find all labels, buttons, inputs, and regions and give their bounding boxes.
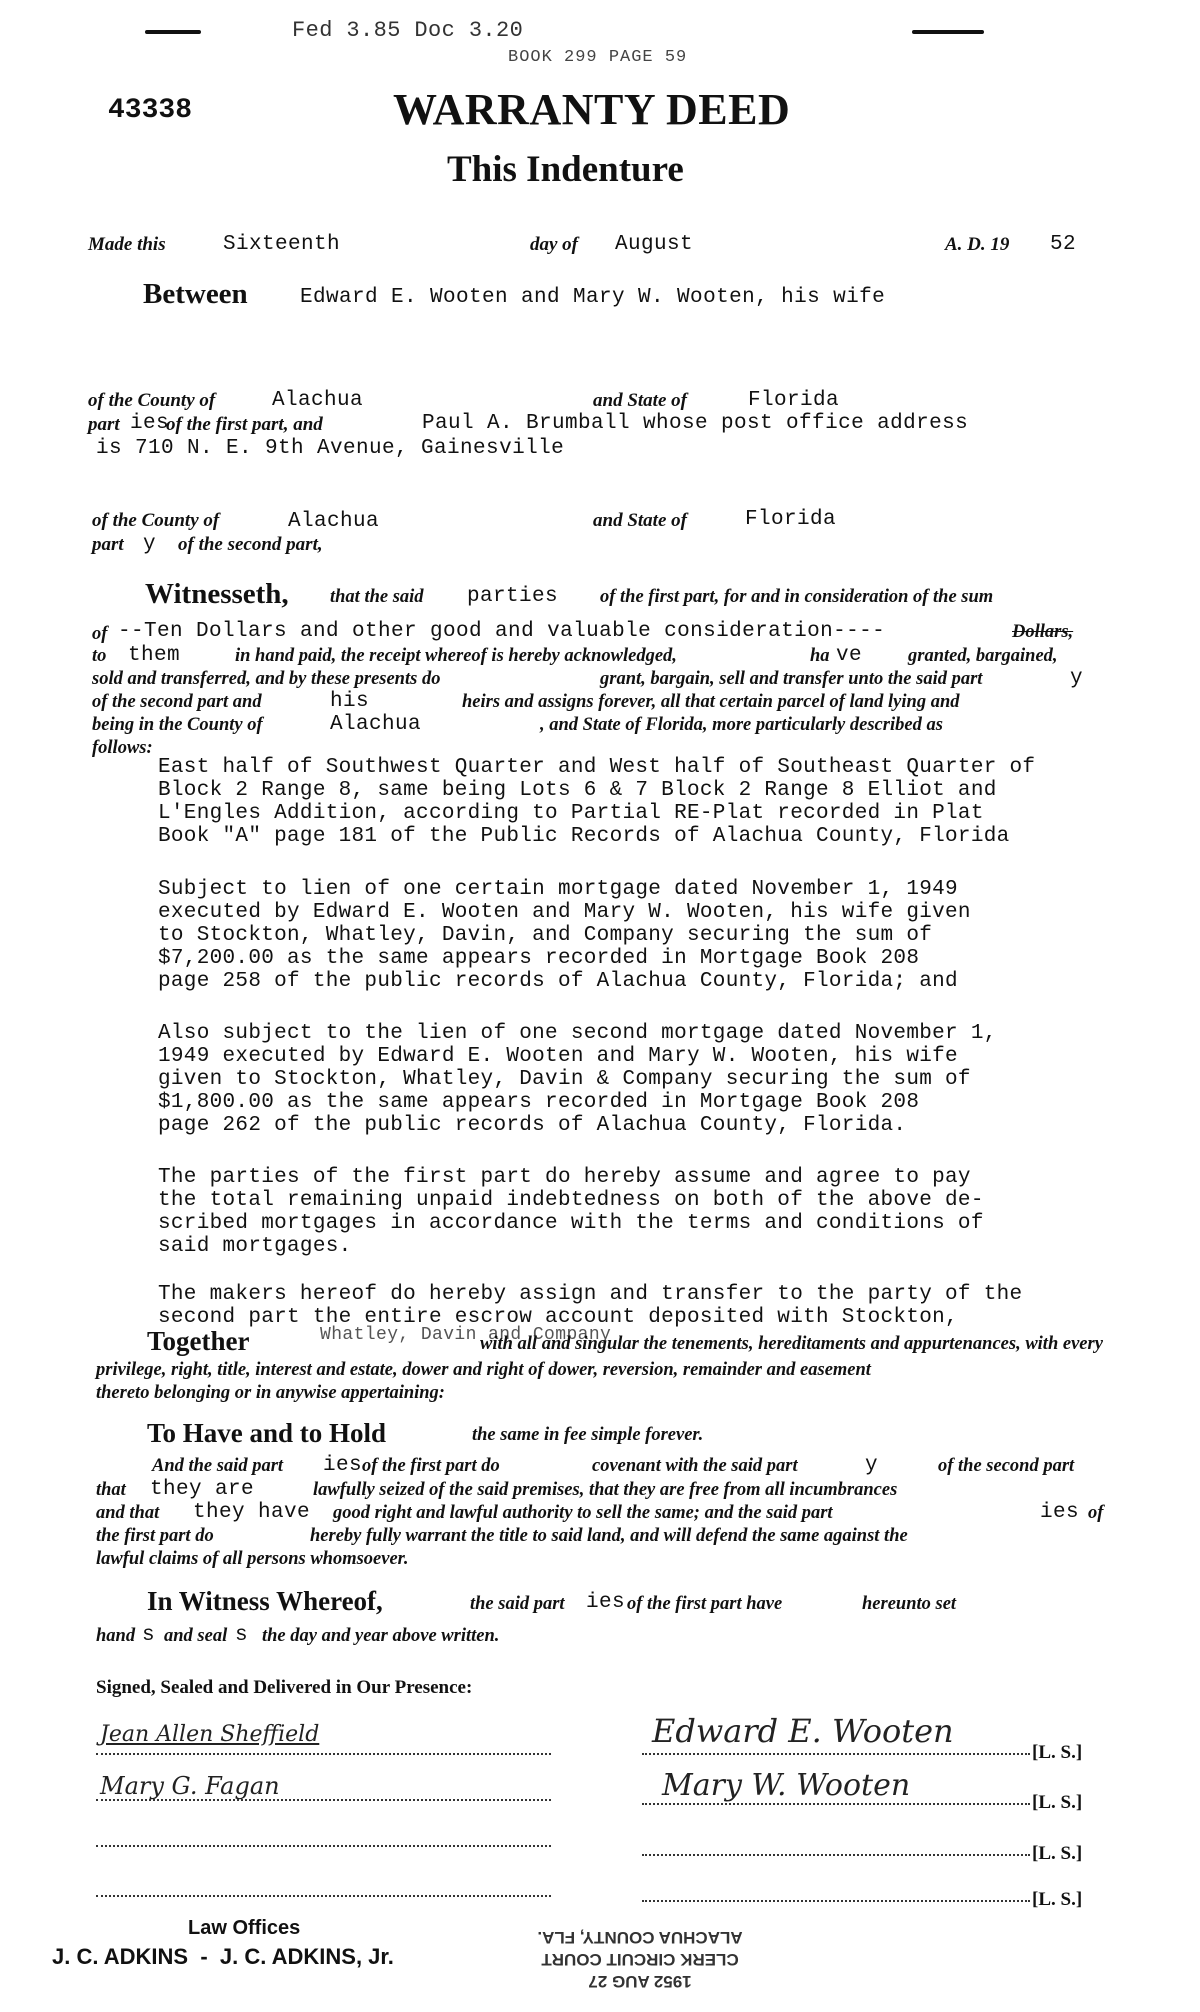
overstrike-typed: Whatley, Davin and Company — [320, 1325, 612, 1345]
second-county-value: Alachua — [288, 510, 380, 533]
first-part-prefix: part — [88, 414, 120, 435]
second-state-label: and State of — [593, 510, 687, 531]
witnesseth-l3-have: ha — [810, 646, 830, 666]
in-witness-l1-typed: ies — [586, 1591, 626, 1614]
grantor-2-line — [642, 1803, 1030, 1805]
witnesseth-l1a: that the said — [330, 587, 424, 607]
first-part-label: of the first part, and — [166, 414, 323, 435]
description-para-3: Also subject to the lien of one second mortgage dated November 1, 1949 executed by Edward E. Wooten and Mary W. Wooten, his wife given to Stockton, Whatley, Davin & Company securing the sum of $1,800.00 as the same appears recorded in Mortgage Book 208 page 262 of the public records of Alachua County, Florida. — [158, 1022, 997, 1137]
month-value: August — [615, 233, 694, 256]
witnesseth-l5a: of the second part and — [92, 692, 262, 712]
day-of-label: day of — [530, 234, 579, 255]
first-part-ies: ies — [130, 412, 170, 435]
clerk-stamp — [510, 1926, 770, 1992]
witness-2-line — [96, 1799, 551, 1801]
covenant-l3c: of — [1088, 1503, 1104, 1523]
grantors: Edward E. Wooten and Mary W. Wooten, his wife — [300, 286, 886, 309]
witnesseth-l6-typed: Alachua — [330, 713, 422, 736]
page-title: WARRANTY DEED — [393, 85, 791, 134]
ad-label: A. D. 19 — [945, 234, 1010, 255]
witnesseth-l4a: sold and transferred, and by these presents do — [92, 669, 441, 689]
attorneys: J. C. ADKINS - J. C. ADKINS, Jr. — [52, 1944, 394, 1969]
in-witness-label: In Witness Whereof, — [147, 1586, 383, 1616]
second-part-prefix: part — [92, 534, 124, 555]
stamp-line-1: CLERK CIRCUIT COURT — [541, 1950, 739, 1969]
in-witness-l2c: the day and year above written. — [262, 1626, 500, 1646]
witnesseth-l7: follows: — [92, 738, 153, 758]
grantee-address: is 710 N. E. 9th Avenue, Gainesville — [96, 437, 565, 460]
witnesseth-l1-typed: parties — [467, 585, 559, 608]
covenant-l3-ies: ies — [1040, 1501, 1080, 1524]
covenant-l4a: the first part do — [96, 1526, 214, 1546]
witnesseth-l6b: , and State of Florida, more particularly described as — [540, 715, 943, 735]
in-witness-l1b: of the first part have — [627, 1594, 783, 1614]
second-state-value: Florida — [745, 508, 837, 531]
grantee-line: Paul A. Brumball whose post office address — [422, 412, 969, 435]
description-para-2: Subject to lien of one certain mortgage dated November 1, 1949 executed by Edward E. Wooten and Mary W. Wooten, his wife given to Stockton, Whatley, Davin, and Company securing the sum of $7,200.00 as the same appears recorded in Mortgage Book 208 page 258 of the public records of Alachua County, Florida; and — [158, 878, 971, 993]
witness-2-signature: Mary G. Fagan — [100, 1772, 280, 1800]
covenant-l3b: good right and lawful authority to sell the same; and the said part — [333, 1503, 833, 1523]
in-witness-l2-typed2: s — [235, 1624, 249, 1647]
stamp-line-2: ALACHUA COUNTY, FLA. — [537, 1928, 743, 1947]
made-this-label: Made this — [88, 234, 166, 255]
stamp-line-3: 1952 AUG 27 — [588, 1972, 692, 1991]
covenant-l2b: lawfully seized of the said premises, that they are free from all incumbrances — [313, 1480, 898, 1500]
together-label: Together — [147, 1326, 250, 1356]
second-county-label: of the County of — [92, 510, 220, 531]
covenant-l5: lawful claims of all persons whomsoever. — [96, 1549, 409, 1569]
page-subtitle: This Indenture — [447, 149, 684, 190]
in-witness-l2-typed: s — [142, 1624, 156, 1647]
covenant-l2-typed: they are — [150, 1478, 255, 1501]
witnesseth-l3-ve: ve — [836, 644, 863, 667]
in-witness-l1a: the said part — [470, 1594, 565, 1614]
grantor-4-line — [642, 1900, 1030, 1902]
witnesseth-l3a: in hand paid, the receipt whereof is hereby acknowledged, — [235, 646, 677, 666]
covenant-l3a: and that — [96, 1503, 160, 1523]
witnesseth-l1b: of the first part, for and in consideration of the sum — [600, 587, 994, 607]
witness-1-line — [96, 1753, 551, 1755]
habendum-label: To Have and to Hold — [147, 1418, 387, 1448]
description-para-1: East half of Southwest Quarter and West half of Southeast Quarter of Block 2 Range 8, same being Lots 6 & 7 Block 2 Range 8 Elliot and L'Engles Addition, according to Partial RE-Plat recorded in Plat Book "A" page 181 of the Public Records of Alachua County, Florida — [158, 756, 1036, 848]
grantor-2-signature: Mary W. Wooten — [662, 1768, 911, 1803]
together-l3: thereto belonging or in anywise appertaining: — [96, 1383, 445, 1403]
day-value: Sixteenth — [223, 233, 341, 256]
witnesseth-label: Witnesseth, — [145, 578, 289, 610]
witnesseth-l6a: being in the County of — [92, 715, 263, 735]
together-l2: privilege, right, title, interest and estate, dower and right of dower, reversion, remainder and easement — [96, 1360, 871, 1380]
covenant-l1b: of the first part do — [362, 1456, 500, 1476]
in-witness-l2a: hand — [96, 1626, 136, 1646]
first-county-label: of the County of — [88, 390, 216, 411]
witnesseth-l4-y: y — [1070, 667, 1084, 690]
description-para-5: The makers hereof do hereby assign and transfer to the party of the second part the entire escrow account deposited with Stockton, — [158, 1283, 1023, 1329]
first-county-value: Alachua — [272, 389, 364, 412]
seal-1: [L. S.] — [1032, 1742, 1083, 1763]
covenant-l1-typed: ies — [323, 1454, 363, 1477]
law-offices-label: Law Offices — [188, 1917, 301, 1939]
grantor-3-line — [642, 1854, 1030, 1856]
covenant-l3-typed: they have — [193, 1501, 311, 1524]
witnesseth-l3b: granted, bargained, — [908, 646, 1058, 666]
witness-1-signature: Jean Allen Sheffield — [100, 1722, 320, 1747]
covenant-l1-y: y — [865, 1454, 879, 1477]
covenant-l1c: covenant with the said part — [592, 1456, 798, 1476]
witnesseth-l3-to: to — [92, 646, 107, 666]
top-right-dash — [912, 30, 984, 34]
consideration: --Ten Dollars and other good and valuable consideration---- — [118, 620, 886, 643]
grantor-1-signature: Edward E. Wooten — [652, 1712, 954, 1750]
seal-3: [L. S.] — [1032, 1843, 1083, 1864]
covenant-l4b: hereby fully warrant the title to said land, and will defend the same against the — [310, 1526, 908, 1546]
dollars-label: Dollars, — [1012, 622, 1074, 642]
recording-note: Fed 3.85 Doc 3.20 — [292, 18, 524, 43]
instrument-number: 43338 — [108, 95, 193, 126]
witnesseth-l2-of: of — [92, 624, 108, 644]
witnesseth-l3-typed: them — [128, 644, 181, 667]
covenant-l2-that: that — [96, 1480, 126, 1500]
in-witness-l1c: hereunto set — [862, 1594, 957, 1614]
seal-4: [L. S.] — [1032, 1889, 1083, 1910]
witnesseth-l4b: grant, bargain, sell and transfer unto the said part — [600, 669, 983, 689]
second-part-label: of the second part, — [178, 534, 323, 555]
first-state-value: Florida — [748, 389, 840, 412]
first-state-label: and State of — [593, 390, 687, 411]
grantor-1-line — [642, 1753, 1030, 1755]
seal-2: [L. S.] — [1032, 1792, 1083, 1813]
in-witness-l2b: and seal — [164, 1626, 228, 1646]
second-part-y: y — [143, 533, 157, 556]
book-page-stamp: BOOK 299 PAGE 59 — [508, 48, 688, 67]
between-label: Between — [143, 278, 248, 310]
description-para-4: The parties of the first part do hereby assume and agree to pay the total remaining unpaid indebtedness on both of the above de- scribed mortgages in accordance with the terms and conditions of said mortgages. — [158, 1166, 984, 1258]
witness-3-line — [96, 1845, 551, 1847]
presence-label: Signed, Sealed and Delivered in Our Presence: — [96, 1677, 473, 1698]
top-left-dash — [145, 30, 201, 34]
covenant-l1d: of the second part — [938, 1456, 1075, 1476]
witness-4-line — [96, 1895, 551, 1897]
year-value: 52 — [1050, 233, 1077, 256]
together-l1: with all and singular the tenements, hereditaments and appurtenances, with every — [480, 1334, 1103, 1354]
witnesseth-l5b: heirs and assigns forever, all that certain parcel of land lying and — [462, 692, 960, 712]
covenant-l1a: And the said part — [152, 1456, 284, 1476]
habendum-text: the same in fee simple forever. — [472, 1425, 704, 1445]
witnesseth-l5-typed: his — [330, 690, 370, 713]
